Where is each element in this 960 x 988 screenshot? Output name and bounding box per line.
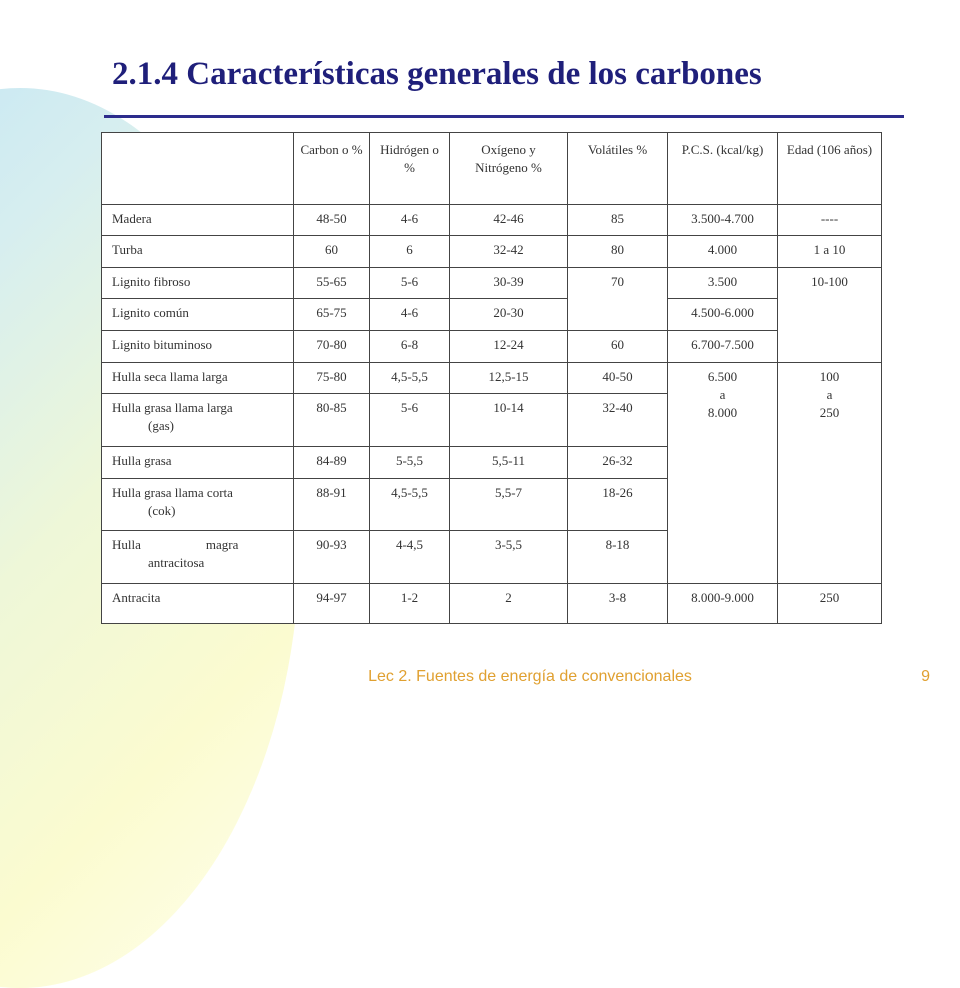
cell-carbon: 55-65 <box>294 267 370 299</box>
cell-age: 10-100 <box>778 267 882 362</box>
cell-volatiles: 3-8 <box>568 583 668 623</box>
cell-oxygen-nitrogen: 30-39 <box>450 267 568 299</box>
cell-oxygen-nitrogen: 2 <box>450 583 568 623</box>
data-table <box>101 132 882 624</box>
table-row <box>102 267 882 299</box>
header-cell: Volátiles % <box>568 133 668 205</box>
cell-pcs: 6.700-7.500 <box>668 331 778 363</box>
cell-pcs: 4.000 <box>668 236 778 268</box>
cell-carbon: 75-80 <box>294 362 370 394</box>
cell-oxygen-nitrogen: 5,5-7 <box>450 478 568 531</box>
cell-carbon: 48-50 <box>294 204 370 236</box>
cell-hydrogen: 1-2 <box>370 583 450 623</box>
cell-hydrogen: 6 <box>370 236 450 268</box>
cell-age: ---- <box>778 204 882 236</box>
row-label-line1: Hulla grasa llama corta <box>112 484 233 500</box>
row-label <box>102 478 294 531</box>
table-row <box>102 583 882 623</box>
cell-oxygen-nitrogen: 3-5,5 <box>450 531 568 584</box>
cell-oxygen-nitrogen: 20-30 <box>450 299 568 331</box>
cell-age-range <box>778 362 882 583</box>
cell-hydrogen: 4-6 <box>370 299 450 331</box>
row-label: Hulla seca llama larga <box>102 362 294 394</box>
table-header-row <box>102 133 882 205</box>
cell-oxygen-nitrogen: 5,5-11 <box>450 446 568 478</box>
cell-oxygen-nitrogen: 12,5-15 <box>450 362 568 394</box>
cell-oxygen-nitrogen: 12-24 <box>450 331 568 363</box>
cell-carbon: 70-80 <box>294 331 370 363</box>
row-label-line2: (cok) <box>148 502 176 518</box>
header-cell <box>102 133 294 205</box>
row-label <box>102 394 294 447</box>
cell-pcs: 4.500-6.000 <box>668 299 778 331</box>
row-label: Hulla grasa <box>102 446 294 478</box>
row-label: Lignito bituminoso <box>102 331 294 363</box>
cell-volatiles: 18-26 <box>568 478 668 531</box>
age-range-from: 100 <box>819 368 840 384</box>
cell-pcs: 3.500-4.700 <box>668 204 778 236</box>
table-row <box>102 204 882 236</box>
row-label-line2: (gas) <box>148 418 174 434</box>
header-cell: Edad (106 años) <box>778 133 882 205</box>
cell-hydrogen: 4,5-5,5 <box>370 478 450 531</box>
page-number: 9 <box>921 668 930 685</box>
cell-carbon: 65-75 <box>294 299 370 331</box>
cell-carbon: 60 <box>294 236 370 268</box>
cell-carbon: 90-93 <box>294 531 370 584</box>
cell-volatiles: 85 <box>568 204 668 236</box>
header-cell: Oxígeno y Nitrógeno % <box>450 133 568 205</box>
slide-title: 2.1.4 Características generales de los carbones <box>112 56 762 92</box>
row-label: Madera <box>102 204 294 236</box>
cell-volatiles: 8-18 <box>568 531 668 584</box>
cell-hydrogen: 5-5,5 <box>370 446 450 478</box>
table-row <box>102 299 882 331</box>
cell-age: 1 a 10 <box>778 236 882 268</box>
age-range-sep: a <box>826 386 833 402</box>
cell-pcs: 8.000-9.000 <box>668 583 778 623</box>
cell-carbon: 80-85 <box>294 394 370 447</box>
coal-characteristics-table <box>101 132 881 624</box>
row-label-line1: Hulla grasa llama larga <box>112 400 233 416</box>
table-row <box>102 331 882 363</box>
cell-age: 250 <box>778 583 882 623</box>
cell-carbon: 94-97 <box>294 583 370 623</box>
cell-carbon: 88-91 <box>294 478 370 531</box>
cell-volatiles: 32-40 <box>568 394 668 447</box>
row-label: Turba <box>102 236 294 268</box>
cell-hydrogen: 5-6 <box>370 394 450 447</box>
cell-volatiles: 60 <box>568 331 668 363</box>
cell-oxygen-nitrogen: 10-14 <box>450 394 568 447</box>
title-underline <box>104 115 904 118</box>
slide-footer: Lec 2. Fuentes de energía de convencionales <box>368 668 692 685</box>
header-cell: Carbon o % <box>294 133 370 205</box>
cell-pcs-range <box>668 362 778 583</box>
cell-hydrogen: 4-4,5 <box>370 531 450 584</box>
row-label-line1: Hulla magra <box>112 537 239 553</box>
age-range-to: 250 <box>819 404 840 420</box>
pcs-range-sep: a <box>719 386 726 402</box>
header-cell: P.C.S. (kcal/kg) <box>668 133 778 205</box>
cell-oxygen-nitrogen: 32-42 <box>450 236 568 268</box>
cell-hydrogen: 6-8 <box>370 331 450 363</box>
cell-volatiles: 80 <box>568 236 668 268</box>
cell-volatiles: 40-50 <box>568 362 668 394</box>
cell-volatiles: 70 <box>568 267 668 330</box>
pcs-range-from: 6.500 <box>707 368 738 384</box>
table-row <box>102 362 882 394</box>
row-label: Lignito fibroso <box>102 267 294 299</box>
cell-hydrogen: 4,5-5,5 <box>370 362 450 394</box>
cell-carbon: 84-89 <box>294 446 370 478</box>
row-label: Antracita <box>102 583 294 623</box>
cell-hydrogen: 5-6 <box>370 267 450 299</box>
row-label <box>102 531 294 584</box>
pcs-range-to: 8.000 <box>707 404 738 420</box>
cell-hydrogen: 4-6 <box>370 204 450 236</box>
row-label: Lignito común <box>102 299 294 331</box>
row-label-line2: antracitosa <box>148 555 205 571</box>
table-row <box>102 236 882 268</box>
cell-volatiles: 26-32 <box>568 446 668 478</box>
header-cell: Hidrógen o % <box>370 133 450 205</box>
cell-pcs: 3.500 <box>668 267 778 299</box>
cell-oxygen-nitrogen: 42-46 <box>450 204 568 236</box>
